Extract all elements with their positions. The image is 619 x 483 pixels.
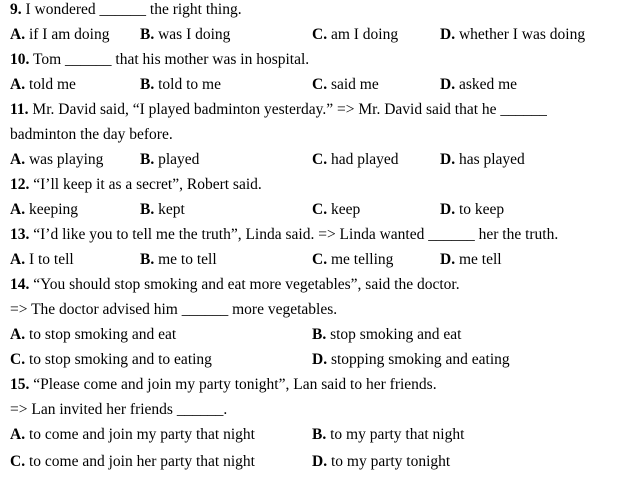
option-9-b[interactable]: B. was I doing [140,26,231,43]
option-15-d[interactable]: D. to my party tonight [312,453,451,470]
question-11-stem-continued: badminton the day before. [10,126,173,143]
question-number: 13. [10,226,30,243]
option-11-c[interactable]: C. had played [312,151,399,168]
question-text: “I’d like you to tell me the truth”, Linda said. => Linda wanted ______ her the truth. [33,226,559,243]
question-14-stem-continued: => The doctor advised him ______ more vegetables. [10,301,338,318]
option-12-c[interactable]: C. keep [312,201,361,218]
question-14-stem [10,275,460,295]
question-number: 10. [10,51,30,68]
option-13-a[interactable]: A. I to tell [10,251,74,268]
question-13-stem [10,225,558,245]
question-number: 12. [10,176,30,193]
question-number: 15. [10,376,30,393]
question-text: “I’ll keep it as a secret”, Robert said. [33,176,262,193]
question-text: “You should stop smoking and eat more vegetables”, said the doctor. [33,276,460,293]
option-11-a[interactable]: A. was playing [10,151,104,168]
option-12-d[interactable]: D. to keep [440,201,505,218]
option-14-a[interactable]: A. to stop smoking and eat [10,326,177,343]
question-number: 11. [10,101,29,118]
question-text: “Please come and join my party tonight”, Lan said to her friends. [33,376,437,393]
question-text: I wondered ______ the right thing. [25,1,242,18]
option-13-d[interactable]: D. me tell [440,251,502,268]
option-9-a[interactable]: A. if I am doing [10,26,110,43]
option-12-b[interactable]: B. kept [140,201,185,218]
option-12-a[interactable]: A. keeping [10,201,79,218]
question-10-stem [10,50,309,70]
question-15-stem [10,375,437,395]
question-number: 9. [10,1,22,18]
option-13-b[interactable]: B. me to tell [140,251,217,268]
question-number: 14. [10,276,30,293]
option-10-d[interactable]: D. asked me [440,76,518,93]
question-11-stem [10,100,547,120]
option-14-c[interactable]: C. to stop smoking and to eating [10,351,212,368]
option-9-c[interactable]: C. am I doing [312,26,399,43]
question-text: Tom ______ that his mother was in hospital. [32,51,310,68]
option-10-b[interactable]: B. told to me [140,76,221,93]
question-text: Mr. David said, “I played badminton yesterday.” => Mr. David said that he ______ [32,101,547,118]
option-11-b[interactable]: B. played [140,151,200,168]
option-13-c[interactable]: C. me telling [312,251,394,268]
option-9-d[interactable]: D. whether I was doing [440,26,586,43]
question-15-stem-continued: => Lan invited her friends ______. [10,401,228,418]
question-9-stem [10,0,242,20]
option-10-c[interactable]: C. said me [312,76,379,93]
option-15-b[interactable]: B. to my party that night [312,426,465,443]
option-10-a[interactable]: A. told me [10,76,76,93]
option-15-a[interactable]: A. to come and join my party that night [10,426,255,443]
question-12-stem [10,175,262,195]
option-11-d[interactable]: D. has played [440,151,525,168]
option-14-b[interactable]: B. stop smoking and eat [312,326,462,343]
option-14-d[interactable]: D. stopping smoking and eating [312,351,510,368]
option-15-c[interactable]: C. to come and join her party that night [10,453,255,470]
